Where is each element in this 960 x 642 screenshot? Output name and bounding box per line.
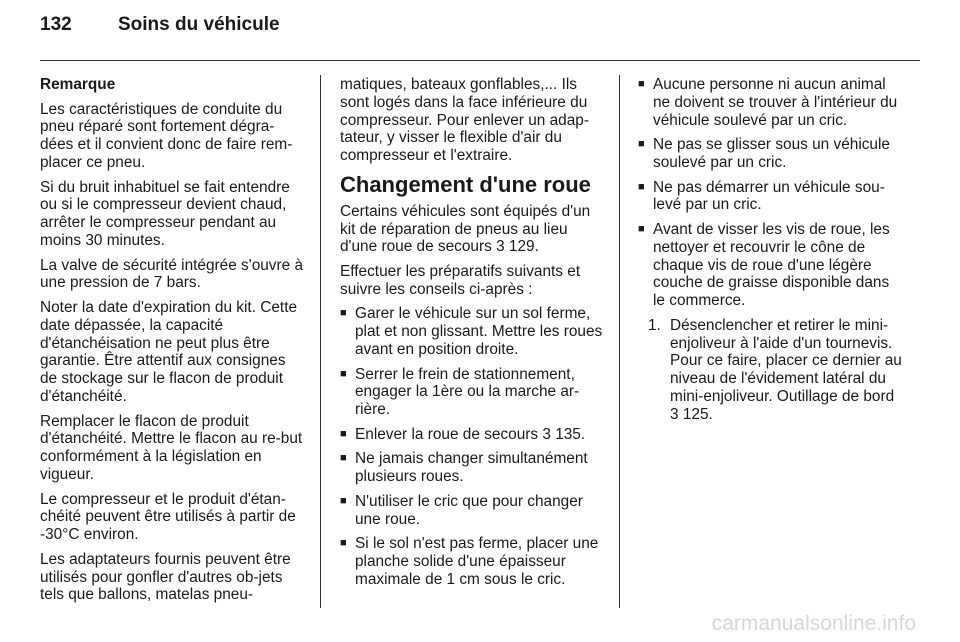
step-number: 1. — [648, 316, 661, 334]
bullet-icon: ■ — [340, 452, 347, 465]
paragraph: Effectuer les préparatifs suivants et suivre les conseils ci-après : — [340, 262, 581, 298]
paragraph: Noter la date d'expiration du kit. Cette date dépassée, la capacité d'étanchéisation ne peut plus être garantie. Être attentif aux consignes de stockage sur le flacon de produit d'étanchéité. — [40, 298, 298, 405]
paragraph: La valve de sécurité intégrée s'ouvre à une pression de 7 bars. — [40, 256, 304, 292]
list-item-text: Si le sol n'est pas ferme, placer une planche solide d'une épaisseur maximale de 1 cm sous le cric. — [355, 535, 599, 588]
section-heading: Changement d'une roue — [340, 171, 591, 197]
list-item — [638, 136, 904, 172]
list-item-text: N'utiliser le cric que pour changer une roue. — [355, 492, 583, 528]
paragraph: Certains véhicules sont équipés d'un kit de réparation de pneus au lieu d'une roue de secours 3 129. — [340, 202, 591, 256]
step-item — [648, 317, 904, 424]
bullet-icon: ■ — [638, 222, 645, 235]
list-item — [638, 179, 904, 215]
paragraph: Remplacer le flacon de produit d'étanchéité. Mettre le flacon au re-but conformément à la législation en vigueur. — [40, 412, 303, 483]
list-item-text: Aucune personne ni aucun animal ne doivent se trouver à l'intérieur du véhicule soulevé par un cric. — [653, 76, 898, 129]
list-item-text: Avant de visser les vis de roue, les nettoyer et recouvrir le cône de chaque vis de roue d'une légère couche de graisse disponible dans le commerce. — [653, 220, 890, 310]
note-title: Remarque — [40, 76, 116, 93]
list-item — [340, 535, 606, 588]
list-item-text: Garer le véhicule sur un sol ferme, plat et non glissant. Mettre les roues avant en position droite. — [355, 305, 603, 358]
watermark: carmanualsonline.info — [711, 612, 916, 635]
paragraph: Si du bruit inhabituel se fait entendre ou si le compresseur devient chaud, arrêter le compresseur pendant au moins 30 minutes. — [40, 178, 290, 249]
step-text: Désenclencher et retirer le mini-enjoliveur à l'aide d'un tournevis. Pour ce faire, placer ce dernier au niveau de l'évidement latéral du mini-enjoliveur. Outillage de bord 3 125. — [670, 316, 902, 423]
column-divider-left — [320, 75, 321, 608]
bullet-list — [340, 305, 606, 588]
bullet-icon: ■ — [340, 307, 347, 320]
column-left — [40, 76, 304, 611]
numbered-steps — [638, 317, 904, 424]
list-item — [340, 450, 606, 486]
list-item — [340, 426, 606, 444]
list-item-text: Serrer le frein de stationnement, engager la 1ère ou la marche ar-rière. — [355, 365, 580, 419]
list-item — [340, 493, 606, 529]
bullet-icon: ■ — [638, 78, 645, 90]
list-item-text: Ne jamais changer simultanément plusieurs roues. — [355, 450, 588, 486]
paragraph: Le compresseur et le produit d'étan-chéité peuvent être utilisés à partir de -30°C environ. — [40, 490, 296, 544]
page-title: Soins du véhicule — [118, 14, 280, 35]
column-right — [638, 76, 904, 430]
header-rule — [40, 60, 920, 61]
bullet-icon: ■ — [340, 494, 347, 507]
bullet-icon: ■ — [340, 427, 347, 440]
list-item-text: Ne pas démarrer un véhicule sou-levé par un cric. — [653, 178, 885, 214]
list-item — [638, 76, 904, 129]
list-item — [340, 305, 606, 358]
column-divider-right — [619, 75, 620, 608]
paragraph-continuation: matiques, bateaux gonflables,... Ils sont logés dans la face inférieure du compresseur. Pour enlever un adap-tateur, y visser le flexible d'air du compresseur et l'extraire. — [340, 76, 589, 165]
page-number: 132 — [40, 14, 72, 35]
bullet-icon: ■ — [340, 537, 347, 550]
bullet-icon: ■ — [638, 138, 645, 151]
column-middle — [340, 76, 606, 595]
bullet-icon: ■ — [340, 367, 347, 380]
list-item — [340, 366, 606, 419]
bullet-icon: ■ — [638, 180, 645, 193]
bullet-list — [638, 76, 904, 310]
list-item-text: Ne pas se glisser sous un véhicule soulevé par un cric. — [653, 136, 890, 171]
list-item-text: Enlever la roue de secours 3 135. — [355, 425, 586, 443]
paragraph: Les caractéristiques de conduite du pneu réparé sont fortement dégra-dées et il convient donc de faire rem-placer ce pneu. — [40, 100, 293, 171]
paragraph: Les adaptateurs fournis peuvent être utilisés pour gonfler d'autres ob-jets tels que ballons, matelas pneu- — [40, 550, 291, 604]
list-item — [638, 221, 904, 310]
